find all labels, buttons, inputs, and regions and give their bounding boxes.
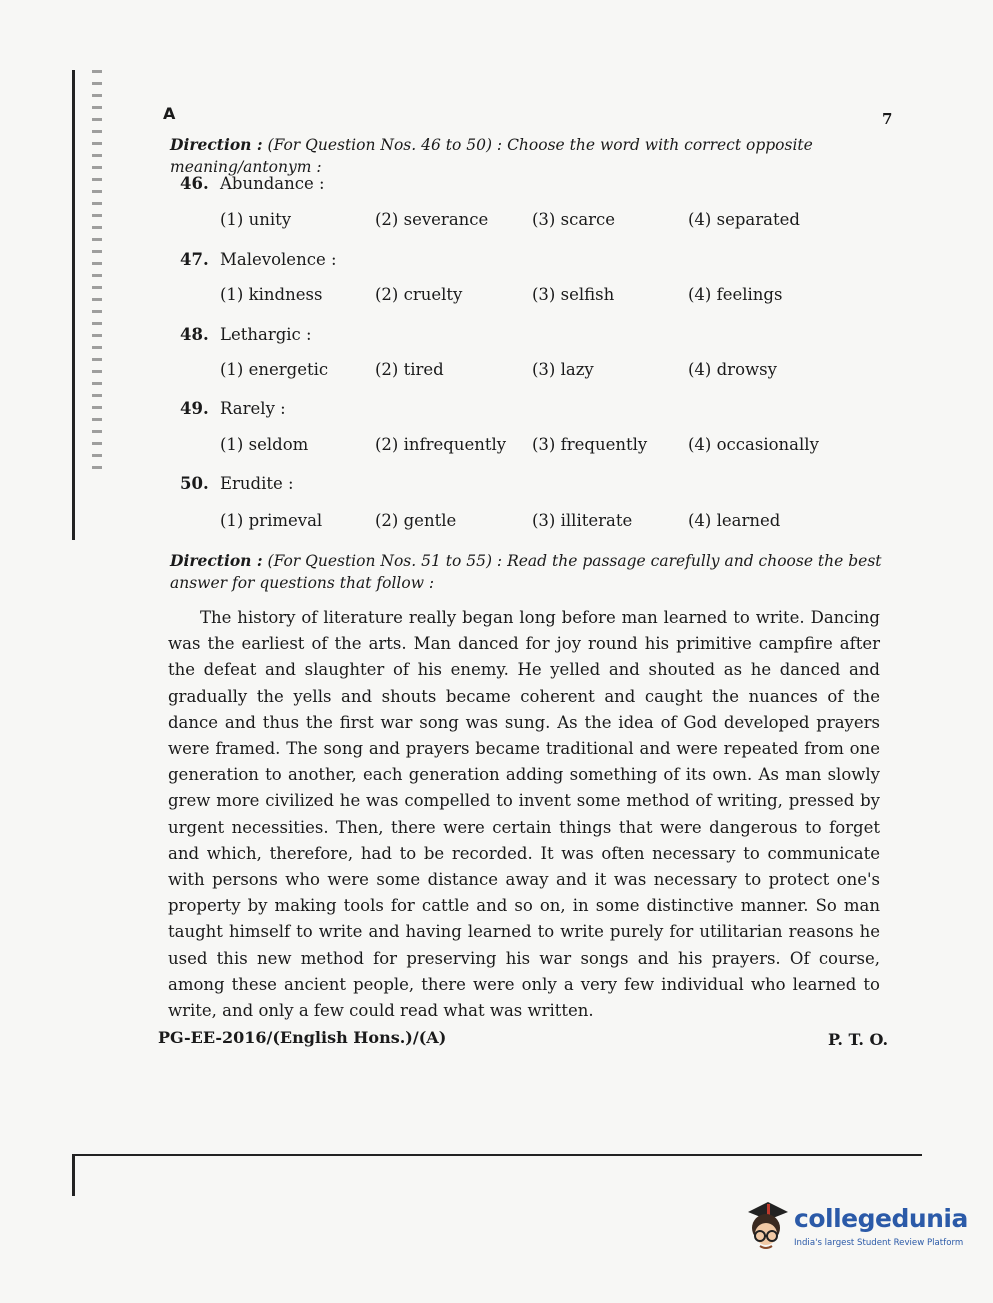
option-2: (2) severance xyxy=(375,210,489,229)
question-number: 50. xyxy=(180,474,209,493)
option-2: (2) tired xyxy=(375,360,444,379)
direction-text: (For Question Nos. 46 to 50) : Choose the word with correct opposite meaning/antonym : xyxy=(170,136,813,176)
brand-tagline: India's largest Student Review Platform xyxy=(794,1238,964,1248)
option-1: (1) seldom xyxy=(220,435,309,454)
binding-line xyxy=(72,70,75,540)
option-2: (2) gentle xyxy=(375,511,457,530)
options-47 xyxy=(220,285,890,309)
binding-marks xyxy=(92,70,102,470)
option-1: (1) primeval xyxy=(220,511,323,530)
option-4: (4) feelings xyxy=(688,285,783,304)
options-48 xyxy=(220,360,890,384)
direction-passage xyxy=(170,550,890,594)
question-47 xyxy=(180,250,337,269)
option-3: (3) frequently xyxy=(532,435,648,454)
mascot-icon xyxy=(738,1198,794,1258)
question-50 xyxy=(180,474,294,493)
set-letter: A xyxy=(163,104,176,123)
option-1: (1) energetic xyxy=(220,360,329,379)
question-word: Lethargic : xyxy=(220,325,312,344)
options-50 xyxy=(220,511,890,535)
question-number: 49. xyxy=(180,399,209,418)
option-4: (4) separated xyxy=(688,210,800,229)
exam-code: PG-EE-2016/(English Hons.)/(A) xyxy=(158,1028,447,1047)
question-word: Malevolence : xyxy=(220,250,337,269)
direction-antonyms xyxy=(170,134,890,178)
question-word: Abundance : xyxy=(220,174,325,193)
option-3: (3) scarce xyxy=(532,210,616,229)
option-4: (4) learned xyxy=(688,511,781,530)
direction-label: Direction : xyxy=(170,135,263,154)
option-3: (3) lazy xyxy=(532,360,594,379)
question-word: Erudite : xyxy=(220,474,294,493)
question-49 xyxy=(180,399,286,418)
question-number: 46. xyxy=(180,174,209,193)
bottom-corner-rule xyxy=(72,1154,75,1196)
question-46 xyxy=(180,174,325,193)
question-number: 48. xyxy=(180,325,209,344)
option-1: (1) unity xyxy=(220,210,292,229)
question-word: Rarely : xyxy=(220,399,286,418)
option-1: (1) kindness xyxy=(220,285,323,304)
direction-text: (For Question Nos. 51 to 55) : Read the passage carefully and choose the best answer for questions that follow : xyxy=(170,552,882,592)
please-turn-over: P. T. O. xyxy=(828,1030,889,1049)
direction-label: Direction : xyxy=(170,551,263,570)
options-46 xyxy=(220,210,890,234)
options-49 xyxy=(220,435,890,459)
option-4: (4) occasionally xyxy=(688,435,819,454)
page-number: 7 xyxy=(882,110,893,128)
reading-passage: The history of literature really began long before man learned to write. Dancing was the earliest of the arts. Man danced for joy round his primitive campfire after the defeat and slaughter of his enemy. He yelled and shouted as he danced and gradually the yells and shouts became coherent and caught the nuances of the dance and thus the first war song was sung. As the idea of God developed prayers were framed. The song and prayers became traditional and were repeated from one generation to another, each generation adding something of its own. As man slowly grew more civilized he was compelled to invent some method of writing, pressed by urgent necessities. Then, there were certain things that were dangerous to forget and which, therefore, had to be recorded. It was often necessary to communicate with persons who were some distance away and it was necessary to protect one's property by making tools for cattle and so on, in some distinctive manner. So man taught himself to write and having learned to write purely for utilitarian reasons he used this new method for preserving his war songs and his prayers. Of course, among these ancient people, there were only a very few individual who learned to write, and only a few could read what was written. xyxy=(168,608,880,1021)
option-2: (2) infrequently xyxy=(375,435,507,454)
option-4: (4) drowsy xyxy=(688,360,777,379)
collegedunia-watermark xyxy=(738,1198,968,1258)
option-2: (2) cruelty xyxy=(375,285,463,304)
option-3: (3) illiterate xyxy=(532,511,633,530)
bottom-rule xyxy=(72,1154,922,1156)
question-number: 47. xyxy=(180,250,209,269)
brand-name: collegedunia xyxy=(794,1204,968,1233)
option-3: (3) selfish xyxy=(532,285,615,304)
question-48 xyxy=(180,325,312,344)
